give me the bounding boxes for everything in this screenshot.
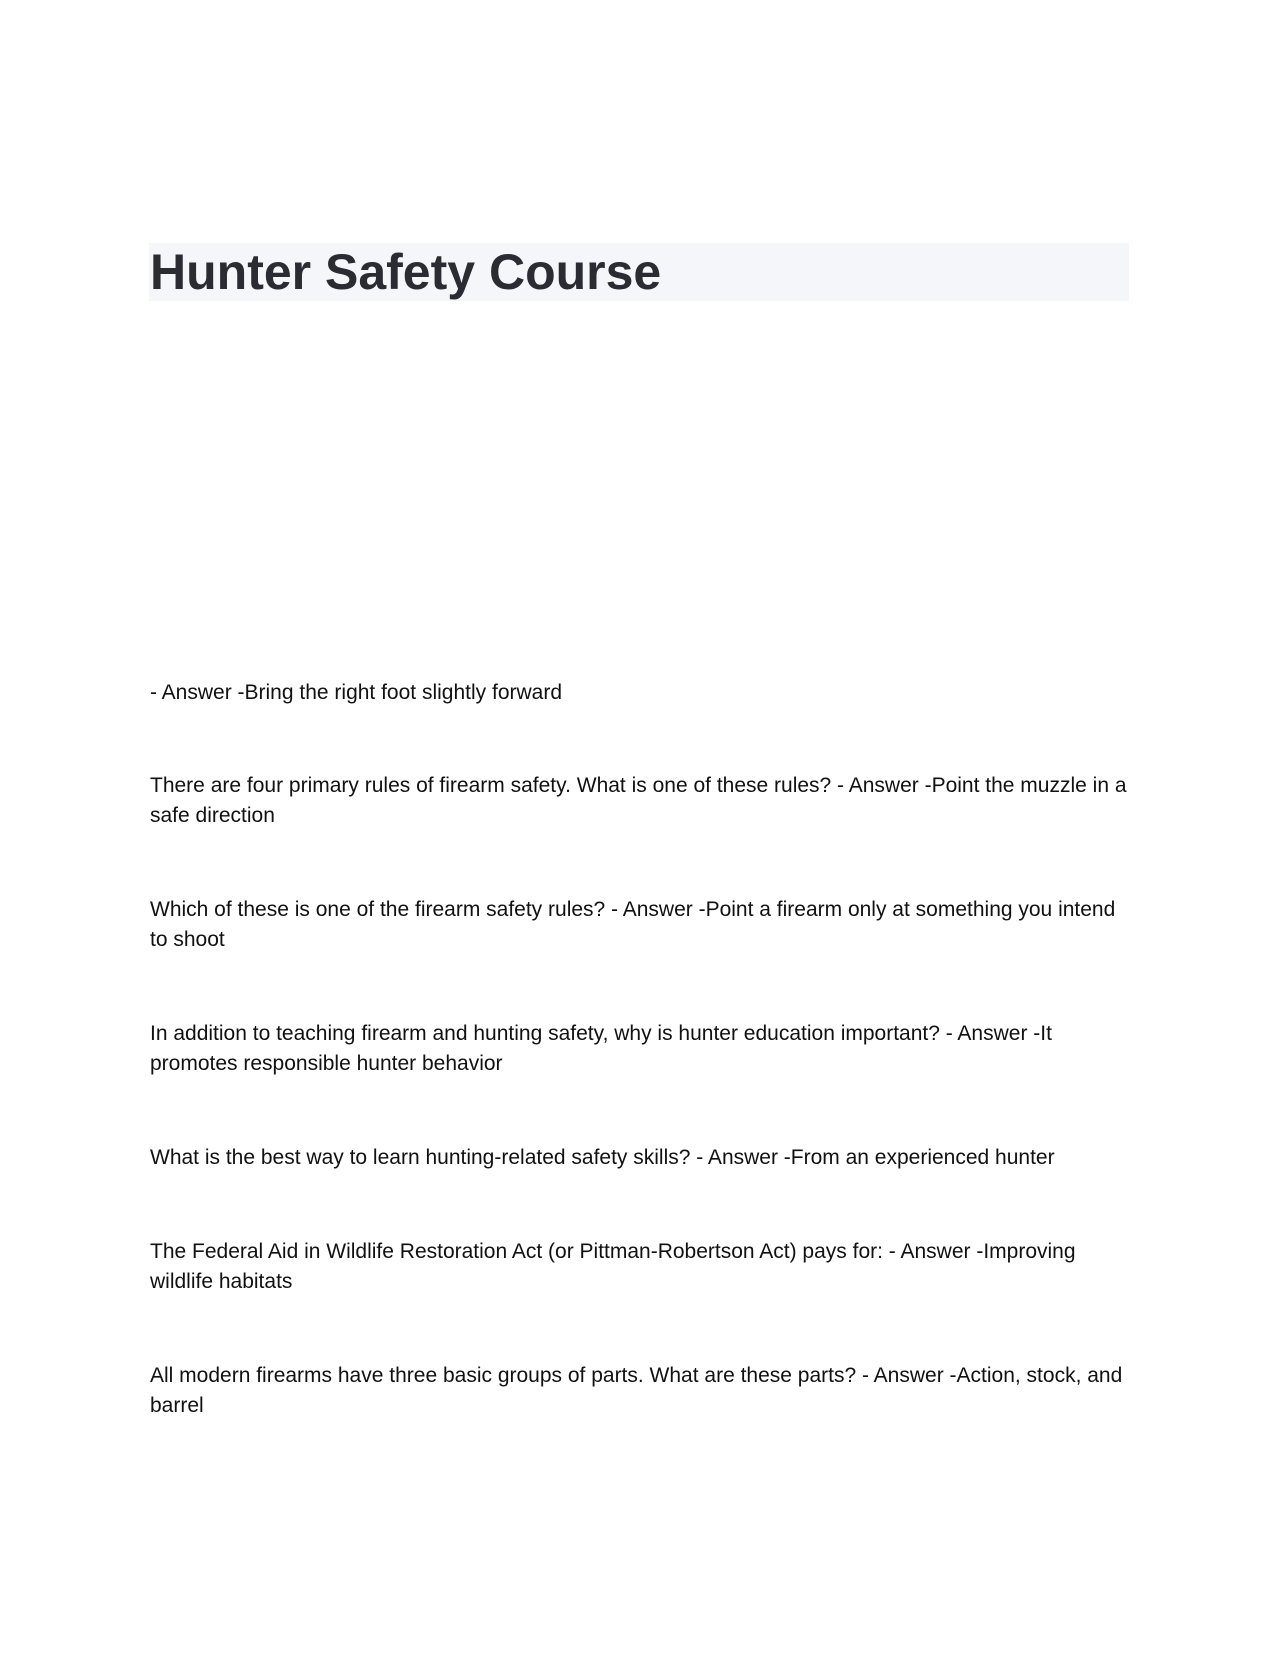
qa-item-2: There are four primary rules of firearm safety. What is one of these rules? - Answer -Point the muzzle in a safe direction (150, 774, 1127, 827)
qa-item-5: What is the best way to learn hunting-related safety skills? - Answer -From an experienced hunter (150, 1146, 1055, 1169)
qa-item-7: All modern firearms have three basic groups of parts. What are these parts? - Answer -Action, stock, and barrel (150, 1364, 1123, 1417)
page-title: Hunter Safety Course (150, 244, 662, 300)
qa-item-6: The Federal Aid in Wildlife Restoration Act (or Pittman-Robertson Act) pays for: - Answer -Improving wildlife habitats (150, 1240, 1076, 1293)
qa-item-1: - Answer -Bring the right foot slightly forward (150, 681, 563, 704)
qa-item-3: Which of these is one of the firearm safety rules? - Answer -Point a firearm only at something you intend to shoot (150, 898, 1116, 951)
qa-item-4: In addition to teaching firearm and hunting safety, why is hunter education important? - Answer -It promotes responsible hunter behavior (150, 1022, 1052, 1075)
